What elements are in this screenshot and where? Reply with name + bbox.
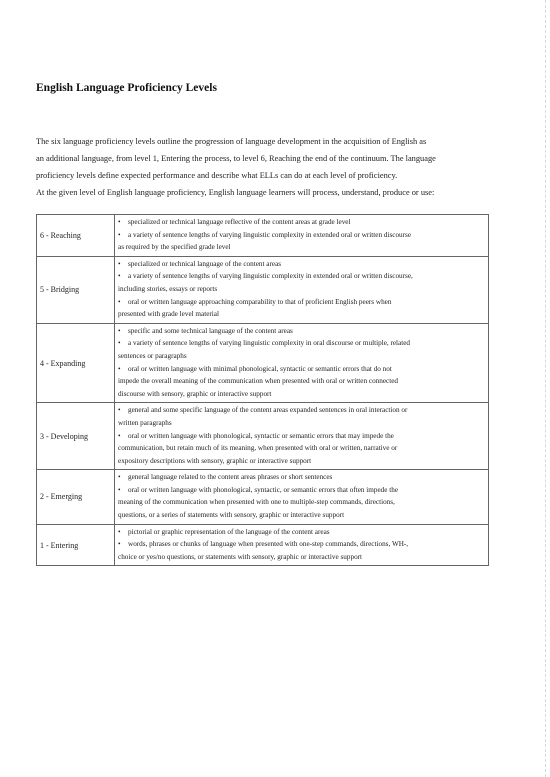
intro-line: an additional language, from level 1, Entering the process, to level 6, Reaching the end of the continuum. The language bbox=[36, 154, 436, 163]
bullet-icon: • bbox=[118, 540, 121, 549]
description-text: a variety of sentence lengths of varying linguistic complexity in extended oral or written discourse bbox=[128, 230, 412, 239]
level-row bbox=[37, 215, 489, 257]
description-text: specific and some technical language of the content areas bbox=[128, 326, 293, 335]
description-text: written paragraphs bbox=[118, 418, 172, 427]
level-description bbox=[115, 470, 489, 524]
description-text: a variety of sentence lengths of varying linguistic complexity in extended oral or written discourse, bbox=[128, 272, 413, 281]
description-text: including stories, essays or reports bbox=[118, 284, 218, 293]
description-line bbox=[118, 270, 488, 283]
bullet-icon: • bbox=[118, 230, 121, 239]
description-line bbox=[118, 551, 488, 564]
description-line bbox=[118, 308, 488, 321]
description-text: specialized or technical language of the content areas bbox=[128, 259, 282, 268]
description-text: general and some specific language of the content areas expanded sentences in oral interaction or bbox=[128, 406, 408, 415]
level-description bbox=[115, 323, 489, 403]
intro-paragraph bbox=[36, 133, 516, 201]
description-text: oral or written language with minimal phonological, syntactic or semantic errors that do not bbox=[128, 364, 392, 373]
intro-line: At the given level of English language proficiency, English language learners will process, understand, produce or use: bbox=[36, 188, 435, 197]
page-title: English Language Proficiency Levels bbox=[36, 82, 217, 94]
description-line bbox=[118, 363, 488, 376]
description-line bbox=[118, 258, 488, 271]
description-line bbox=[118, 283, 488, 296]
bullet-icon: • bbox=[118, 339, 121, 348]
level-name: 6 - Reaching bbox=[37, 215, 115, 257]
level-row bbox=[37, 256, 489, 323]
description-text: words, phrases or chunks of language when presented with one-step commands, directions, WH-, bbox=[128, 540, 409, 549]
description-line bbox=[118, 471, 488, 484]
level-name: 5 - Bridging bbox=[37, 256, 115, 323]
description-text: sentences or paragraphs bbox=[118, 351, 187, 360]
description-text: oral or written language approaching comparability to that of proficient English peers when bbox=[128, 297, 392, 306]
description-text: as required by the specified grade level bbox=[118, 243, 231, 252]
description-line bbox=[118, 496, 488, 509]
description-text: choice or yes/no questions, or statements with sensory, graphic or interactive support bbox=[118, 552, 363, 561]
description-line bbox=[118, 484, 488, 497]
level-description bbox=[115, 403, 489, 470]
level-row bbox=[37, 403, 489, 470]
description-text: specialized or technical language reflective of the content areas at grade level bbox=[128, 218, 351, 226]
description-text: oral or written language with phonological, syntactic or semantic errors that may impede the bbox=[128, 431, 394, 440]
description-line bbox=[118, 430, 488, 443]
bullet-icon: • bbox=[118, 406, 121, 415]
description-line bbox=[118, 417, 488, 430]
description-line bbox=[118, 375, 488, 388]
level-name: 3 - Developing bbox=[37, 403, 115, 470]
description-line bbox=[118, 241, 488, 254]
level-name: 1 - Entering bbox=[37, 524, 115, 566]
description-line bbox=[118, 337, 488, 350]
level-row bbox=[37, 524, 489, 566]
description-text: communication, but retain much of its meaning, when presented with oral or written, narrative or bbox=[118, 444, 398, 453]
proficiency-levels-body bbox=[37, 215, 489, 566]
bullet-icon: • bbox=[118, 259, 121, 268]
level-description bbox=[115, 524, 489, 566]
description-text: questions, or a series of statements with sensory, graphic or interactive support bbox=[118, 511, 345, 520]
description-line bbox=[118, 296, 488, 309]
bullet-icon: • bbox=[118, 431, 121, 440]
bullet-icon: • bbox=[118, 326, 121, 335]
description-line bbox=[118, 526, 488, 539]
description-line bbox=[118, 455, 488, 468]
level-row bbox=[37, 323, 489, 403]
description-text: general language related to the content areas phrases or short sentences bbox=[128, 473, 333, 482]
description-line bbox=[118, 388, 488, 401]
level-row bbox=[37, 470, 489, 524]
description-text: meaning of the communication when presented with one to multiple-step commands, directions, bbox=[118, 498, 395, 507]
description-line bbox=[118, 509, 488, 522]
description-text: pictorial or graphic representation of the language of the content areas bbox=[128, 527, 330, 536]
bullet-icon: • bbox=[118, 364, 121, 373]
bullet-icon: • bbox=[118, 218, 121, 226]
description-text: expository descriptions with sensory, graphic or interactive support bbox=[118, 456, 312, 465]
bullet-icon: • bbox=[118, 473, 121, 482]
description-text: a variety of sentence lengths of varying linguistic complexity in oral discourse or multiple, related bbox=[128, 339, 411, 348]
level-name: 4 - Expanding bbox=[37, 323, 115, 403]
description-line bbox=[118, 350, 488, 363]
description-line bbox=[118, 216, 488, 229]
description-line bbox=[118, 404, 488, 417]
level-description bbox=[115, 215, 489, 257]
description-line bbox=[118, 325, 488, 338]
description-text: discourse with sensory, graphic or interactive support bbox=[118, 389, 272, 398]
intro-line: The six language proficiency levels outline the progression of language development in the acquisition of English as bbox=[36, 137, 427, 146]
level-name: 2 - Emerging bbox=[37, 470, 115, 524]
description-text: impede the overall meaning of the communication when presented with oral or written connected bbox=[118, 377, 399, 386]
bullet-icon: • bbox=[118, 297, 121, 306]
bullet-icon: • bbox=[118, 527, 121, 536]
description-text: oral or written language with phonological, syntactic, or semantic errors that often impede the bbox=[128, 485, 399, 494]
page-edge-divider bbox=[544, 0, 546, 777]
intro-line: proficiency levels define expected performance and describe what ELLs can do at each level of proficiency. bbox=[36, 171, 398, 180]
description-text: presented with grade level material bbox=[118, 310, 219, 319]
description-line bbox=[118, 442, 488, 455]
proficiency-levels-table bbox=[36, 214, 489, 566]
bullet-icon: • bbox=[118, 485, 121, 494]
level-description bbox=[115, 256, 489, 323]
description-line bbox=[118, 538, 488, 551]
bullet-icon: • bbox=[118, 272, 121, 281]
description-line bbox=[118, 229, 488, 242]
